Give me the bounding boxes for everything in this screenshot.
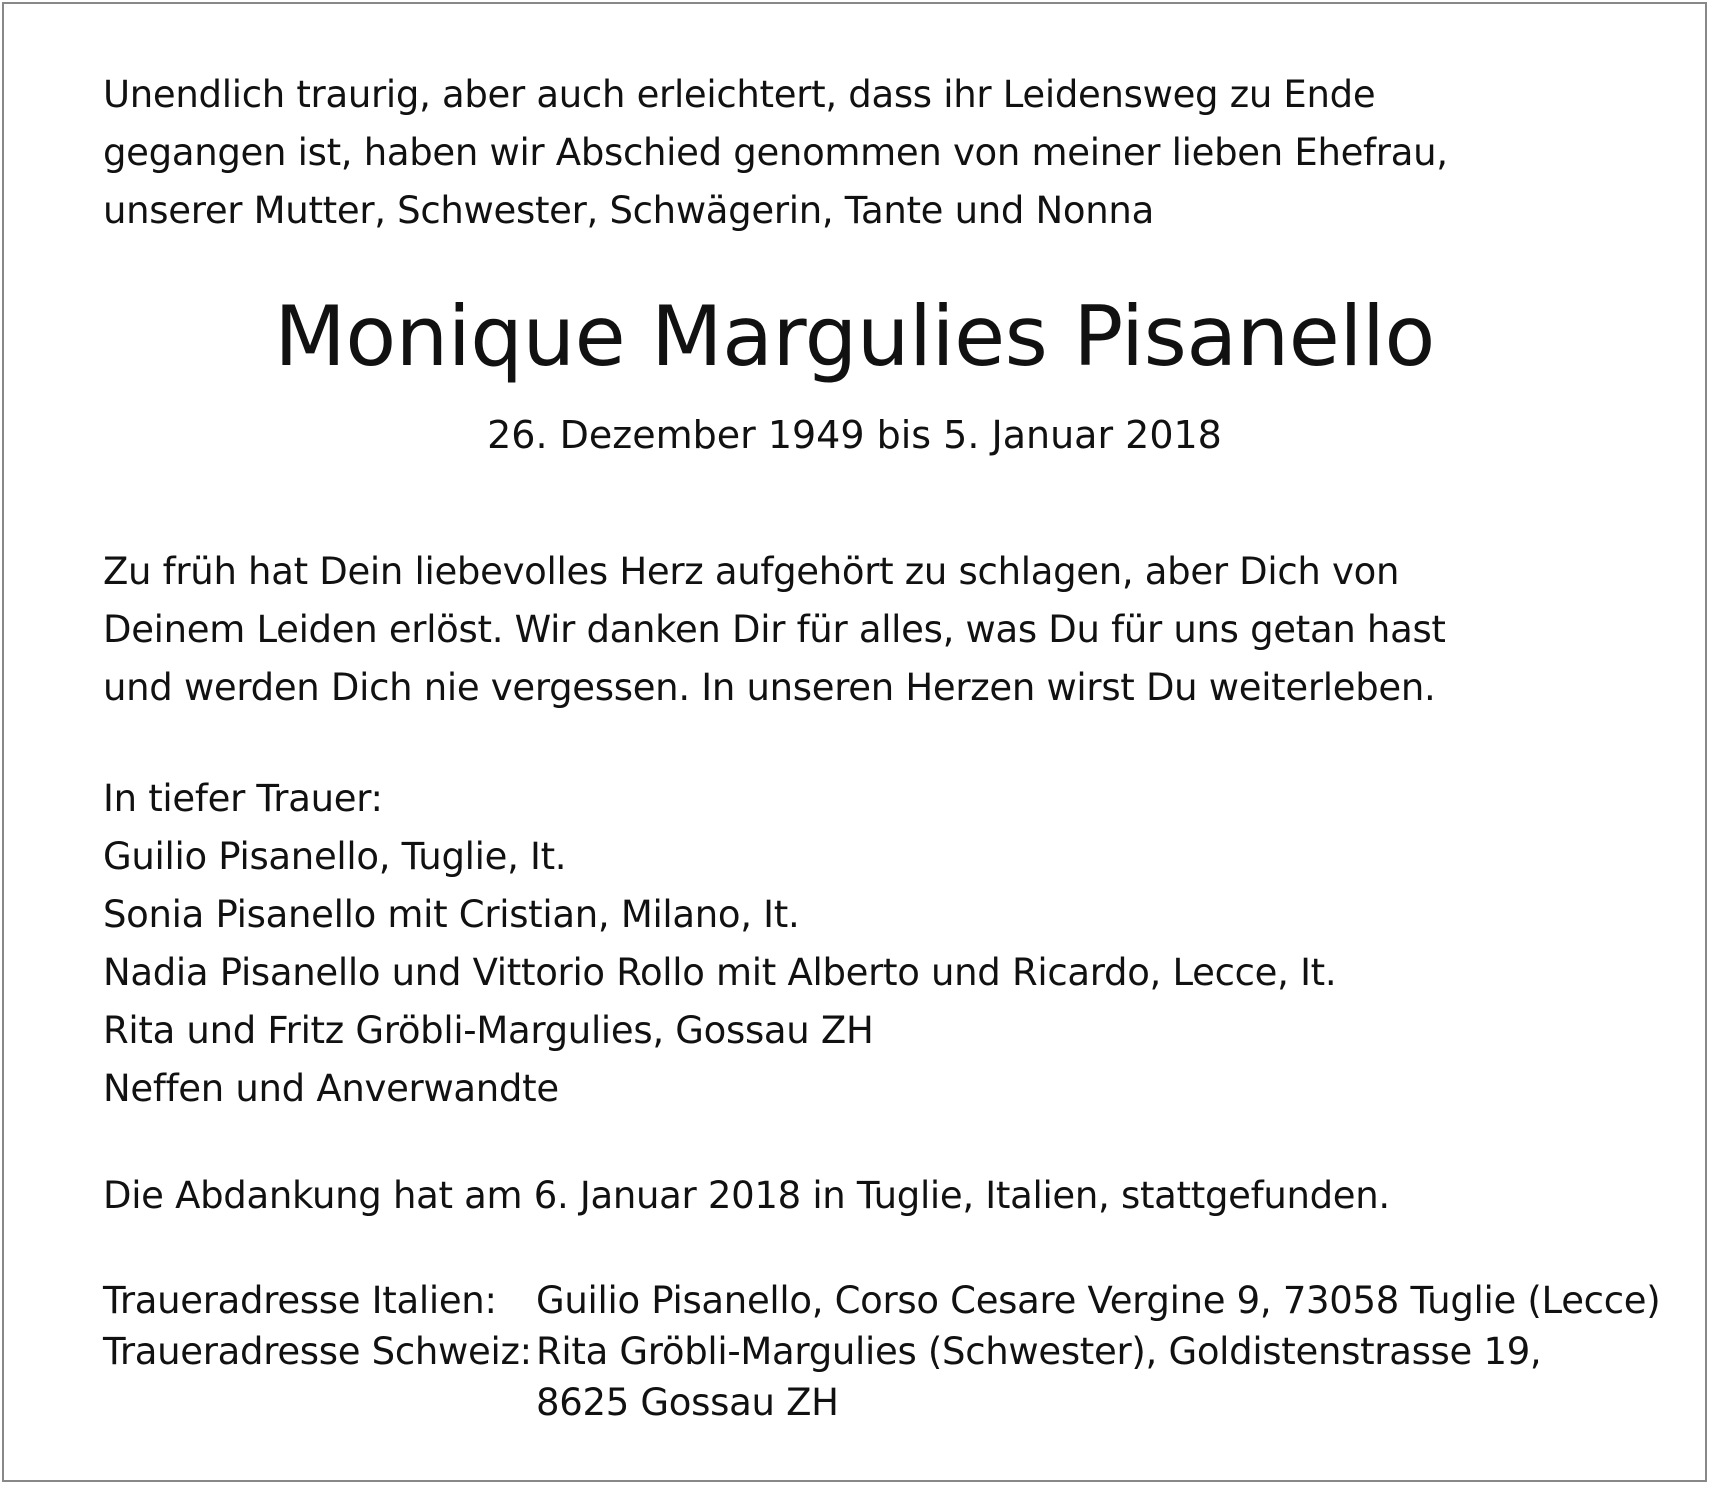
mourners-heading: In tiefer Trauer:: [103, 777, 383, 820]
message-line: Zu früh hat Dein liebevolles Herz aufgehört zu schlagen, aber Dich von: [103, 550, 1400, 593]
mourner-name: Nadia Pisanello und Vittorio Rollo mit Alberto und Ricardo, Lecce, It.: [103, 951, 1337, 994]
mourner-name: Rita und Fritz Gröbli-Margulies, Gossau ZH: [103, 1009, 874, 1052]
intro-line: Unendlich traurig, aber auch erleichtert, dass ihr Leidensweg zu Ende: [103, 73, 1376, 116]
address-switzerland: [103, 1326, 1660, 1428]
mourners-list: [103, 770, 1336, 1118]
funeral-note: Die Abdankung hat am 6. Januar 2018 in Tuglie, Italien, stattgefunden.: [103, 1174, 1390, 1217]
mourner-name: Sonia Pisanello mit Cristian, Milano, It.: [103, 893, 800, 936]
deceased-name: Monique Margulies Pisanello: [274, 288, 1435, 385]
address-line: Guilio Pisanello, Corso Cesare Vergine 9, 73058 Tuglie (Lecce): [536, 1279, 1661, 1322]
condolence-addresses: [103, 1275, 1660, 1428]
address-lines: [536, 1275, 1660, 1326]
address-line: Rita Gröbli-Margulies (Schwester), Goldistenstrasse 19,: [536, 1330, 1542, 1373]
message-line: und werden Dich nie vergessen. In unseren Herzen wirst Du weiterleben.: [103, 666, 1436, 709]
message-line: Deinem Leiden erlöst. Wir danken Dir für alles, was Du für uns getan hast: [103, 608, 1446, 651]
intro-line: unserer Mutter, Schwester, Schwägerin, Tante und Nonna: [103, 189, 1154, 232]
farewell-message: [103, 543, 1446, 717]
address-label: Traueradresse Italien:: [103, 1279, 497, 1322]
address-label: Traueradresse Schweiz:: [103, 1330, 532, 1373]
life-dates: 26. Dezember 1949 bis 5. Januar 2018: [487, 413, 1222, 457]
mourner-name: Guilio Pisanello, Tuglie, It.: [103, 835, 567, 878]
intro-text: [103, 66, 1448, 240]
address-italy: [103, 1275, 1660, 1326]
intro-line: gegangen ist, haben wir Abschied genommen von meiner lieben Ehefrau,: [103, 131, 1448, 174]
address-line: 8625 Gossau ZH: [536, 1381, 839, 1424]
mourner-name: Neffen und Anverwandte: [103, 1067, 559, 1110]
obituary-notice: [2, 2, 1707, 1482]
address-lines: [536, 1326, 1541, 1428]
